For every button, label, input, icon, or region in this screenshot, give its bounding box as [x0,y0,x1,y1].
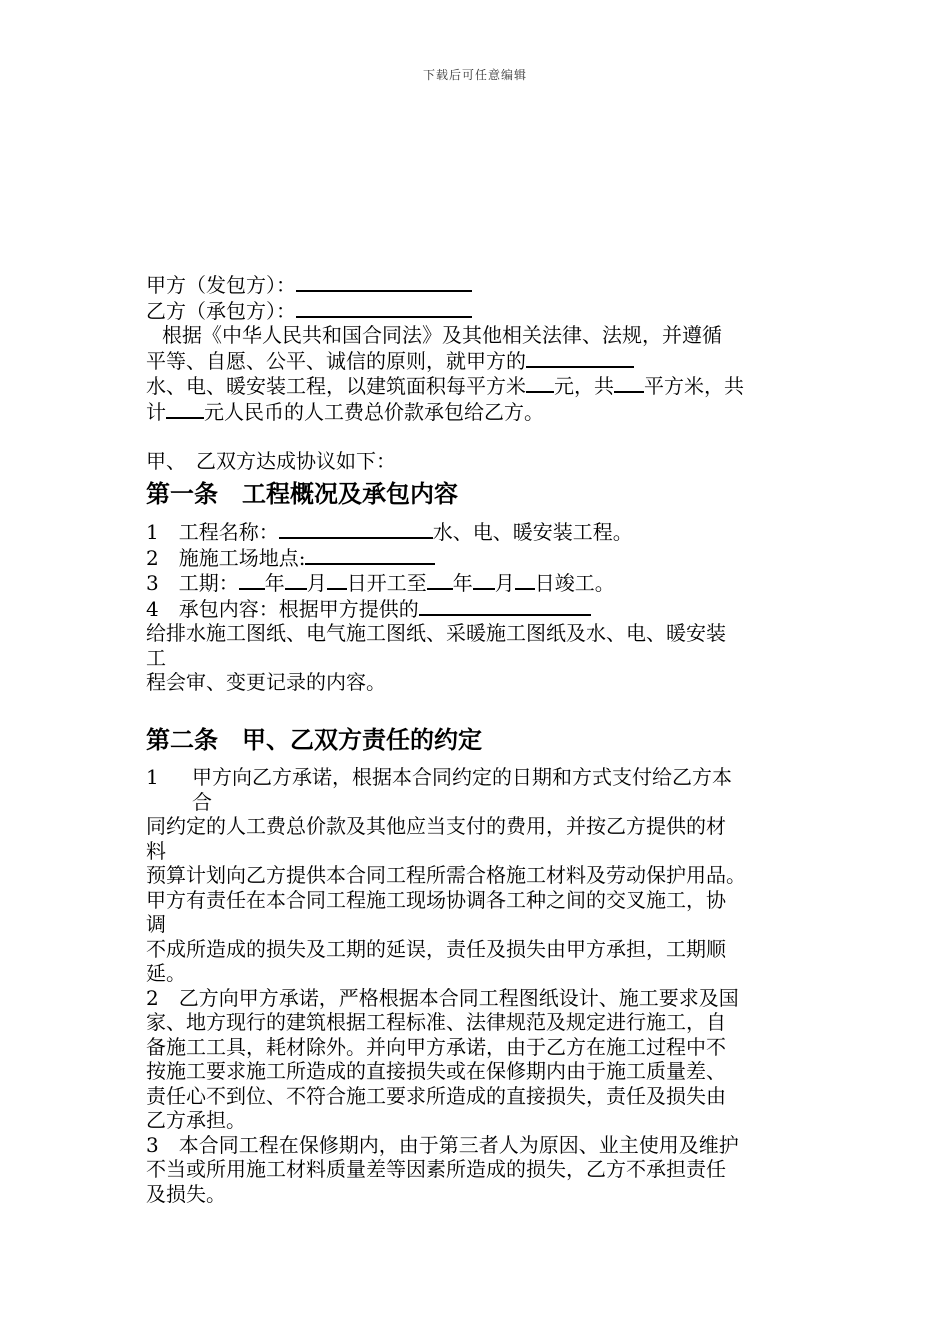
agreement-intro-text: 甲、 乙双方达成协议如下： [146,448,396,473]
item-text: 1 工程名称： [146,520,279,544]
preamble-text: 元，共 [554,374,614,398]
article-1-item-4-line-2 [146,621,816,646]
party-b-label: 乙方（承包方）： [146,298,296,323]
item-text: 日开工至 [346,571,427,595]
item-text: 调 [146,912,166,936]
preamble-line-3 [146,373,816,399]
preamble-text: 水、电、暖安装工程，以建筑面积每平方米 [146,374,526,398]
party-a-blank [296,272,472,292]
item-text: 3 本合同工程在保修期内，由于第三者人为原因、业主使用及维护 [146,1132,739,1157]
item-text: 家、地方现行的建筑根据工程标准、法律规范及规定进行施工，自 [146,1010,726,1034]
party-a-label: 甲方（发包方）： [146,273,296,297]
item-text: 责任心不到位、不符合施工要求所造成的直接损失，责任及损失由 [146,1083,726,1108]
area-blank [614,373,644,393]
preamble-line-1 [146,323,816,348]
item-text: 不当或所用施工材料质量差等因素所造成的损失，乙方不承担责任 [146,1157,726,1181]
item-text: 月 [494,571,515,595]
item-text: 3 工期： [146,571,239,595]
party-b-line [146,298,816,324]
item-text: 乙方承担。 [146,1108,246,1132]
item-text: 日竣工。 [534,571,615,595]
item-text: 及损失。 [146,1181,226,1206]
preamble-line-2 [146,348,816,374]
contract-body [146,272,816,1206]
item-text: 4 承包内容：根据甲方提供的 [146,596,419,621]
item-text: 水、电、暖安装工程。 [432,520,633,544]
item-text: 备施工工具，耗材除外。并向甲方承诺，由于乙方在施工过程中不 [146,1034,726,1059]
page-header: 下载后可任意编辑 [422,68,527,82]
article-1-title: 第一条 工程概况及承包内容 [146,479,458,508]
start-day-blank [327,570,347,590]
preamble-text: 平方米，共 [644,374,744,398]
project-name-blank [526,348,634,368]
article-2-item-1-head [146,765,816,814]
item-text: 甲方向乙方承诺，根据本合同约定的日期和方式支付给乙方本 [192,765,732,789]
end-month-blank [473,570,495,590]
preamble-line-4 [146,399,816,425]
preamble-text: 元人民币的人工费总价款承包给乙方。 [204,399,544,424]
item-text: 2 施施工场地点: [146,545,306,570]
item-text: 同约定的人工费总价款及其他应当支付的费用，并按乙方提供的材 [146,814,726,838]
item-text: 甲方有责任在本合同工程施工现场协调各工种之间的交叉施工，协 [146,887,726,912]
item-text: 料 [146,838,166,863]
item-text: 2 乙方向甲方承诺，严格根据本合同工程图纸设计、施工要求及国 [146,985,739,1010]
item-text: 年 [264,571,285,595]
provider-blank [419,596,591,616]
total-price-blank [166,399,204,419]
preamble-text: 计 [146,399,166,424]
item-text-block [192,765,816,814]
article-1-item-3 [146,570,816,596]
item-text: 年 [452,571,473,595]
item-text: 给排水施工图纸、电气施工图纸、采暖施工图纸及水、电、暖安装 [146,621,726,645]
preamble-text: 平等、自愿、公平、诚信的原则，就甲方的 [146,348,526,373]
start-month-blank [285,570,307,590]
item-text: 预算计划向乙方提供本合同工程所需合格施工材料及劳动保护用品。 [146,863,746,887]
party-b-blank [296,298,472,318]
article-1-item-4-line-3 [146,646,816,671]
article-1-item-4-line-4 [146,670,816,695]
article-2-title: 第二条 甲、乙双方责任的约定 [146,725,482,754]
item-number: 1 [146,765,159,789]
item-text: 工 [146,645,166,670]
item-text: 不成所造成的损失及工期的延误，责任及损失由甲方承担，工期顺 [146,936,726,961]
site-location-blank [305,545,435,565]
agreement-intro [146,449,816,474]
party-a-line [146,272,816,298]
item-text: 按施工要求施工所造成的直接损失或在保修期内由于施工质量差、 [146,1059,726,1083]
end-year-blank [427,570,453,590]
article-1-item-1 [146,519,816,545]
preamble-text: 根据《中华人民共和国合同法》及其他相关法律、法规，并遵循 [162,323,722,347]
item-text: 合 [192,789,212,814]
item-text: 延。 [146,961,186,985]
article-1-item-2 [146,545,816,571]
unit-price-blank [526,373,554,393]
item-text: 月 [306,571,327,595]
article-1-item-4 [146,596,816,622]
project-title-blank [279,519,433,539]
start-year-blank [239,570,265,590]
end-day-blank [515,570,535,590]
item-text: 程会审、变更记录的内容。 [146,670,386,694]
